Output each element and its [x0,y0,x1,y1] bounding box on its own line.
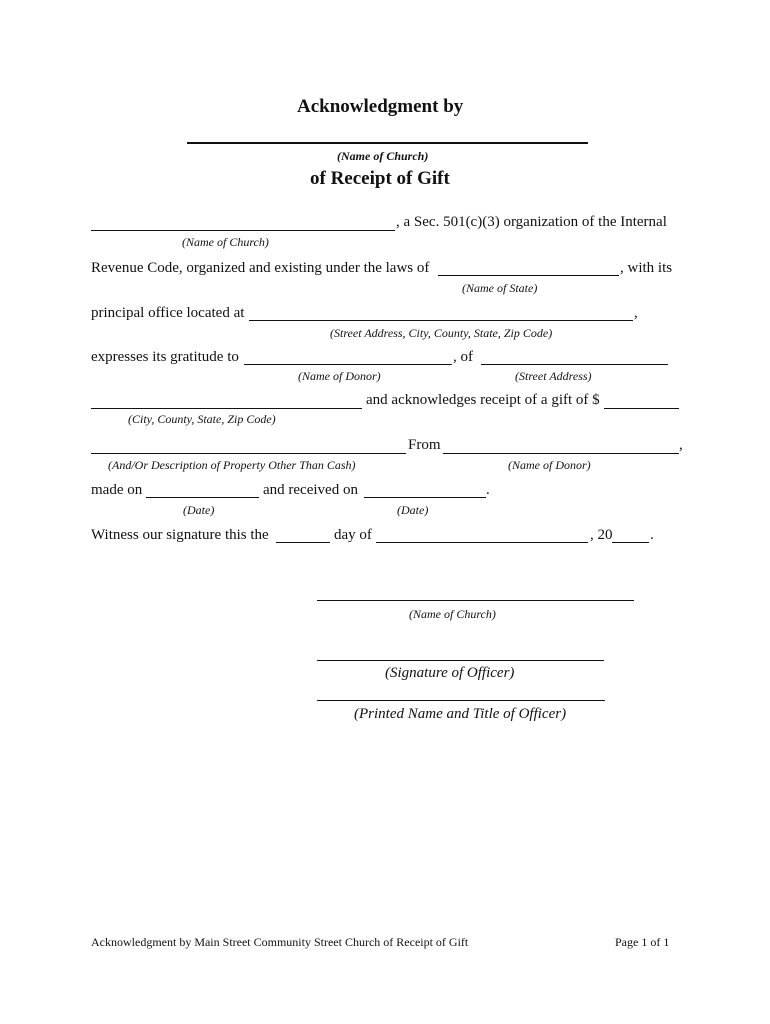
line4-mid: , of [453,349,473,365]
line2-text: Revenue Code, organized and existing under the laws of [91,260,430,276]
line6-from: From [408,437,441,453]
line8-year-prefix: , 20 [590,527,613,543]
year-field[interactable] [612,528,649,543]
line8-mid: day of [334,527,372,543]
footer-page-number: Page 1 of 1 [615,935,670,949]
line1-text: , a Sec. 501(c)(3) organization of the Internal [396,214,667,230]
address-caption: (Street Address, City, County, State, Zip Code) [330,326,553,340]
officer-printed-name-field[interactable] [317,686,605,701]
church-name-header-field[interactable] [187,128,588,144]
state-field[interactable] [438,261,619,276]
line6-end: , [679,437,683,453]
made-on-caption: (Date) [183,503,215,517]
street-caption: (Street Address) [515,369,592,383]
gift-amount-field[interactable] [604,394,679,409]
received-on-date-field[interactable] [364,483,486,498]
city-state-zip-field[interactable] [91,394,362,409]
title-line-2: of Receipt of Gift [310,168,450,189]
line4-text: expresses its gratitude to [91,349,239,365]
signature-church-caption: (Name of Church) [409,607,496,621]
line3-end: , [634,305,638,321]
received-on-caption: (Date) [397,503,429,517]
donor-caption: (Name of Donor) [298,369,381,383]
line8-end: . [650,527,654,543]
from-donor-field[interactable] [443,439,679,454]
donor-street-field[interactable] [481,350,668,365]
property-description-field[interactable] [91,439,406,454]
officer-signature-caption: (Signature of Officer) [385,665,515,681]
church-name-field[interactable] [91,216,395,231]
month-field[interactable] [376,528,588,543]
state-caption: (Name of State) [462,281,538,295]
church-name-caption: (Name of Church) [337,149,429,163]
principal-office-field[interactable] [249,306,633,321]
line1-caption: (Name of Church) [182,235,269,249]
day-field[interactable] [276,528,330,543]
line5-text: and acknowledges receipt of a gift of $ [366,392,600,408]
line7-end: . [486,482,490,498]
made-on-date-field[interactable] [146,483,259,498]
donor-name-field[interactable] [244,350,452,365]
line3-text: principal office located at [91,305,245,321]
line2-end: , with its [620,260,673,276]
footer-document-title: Acknowledgment by Main Street Community Street Church of Receipt of Gift [91,935,469,949]
city-caption: (City, County, State, Zip Code) [128,412,276,426]
signature-church-name-field[interactable] [317,586,634,601]
from-donor-caption: (Name of Donor) [508,458,591,472]
line7-text: made on [91,482,143,498]
line8-text: Witness our signature this the [91,527,269,543]
property-caption: (And/Or Description of Property Other Than Cash) [108,458,356,472]
title-line-1: Acknowledgment by [297,96,464,117]
line7-mid: and received on [263,482,358,498]
officer-printed-caption: (Printed Name and Title of Officer) [354,706,567,722]
officer-signature-field[interactable] [317,646,604,661]
